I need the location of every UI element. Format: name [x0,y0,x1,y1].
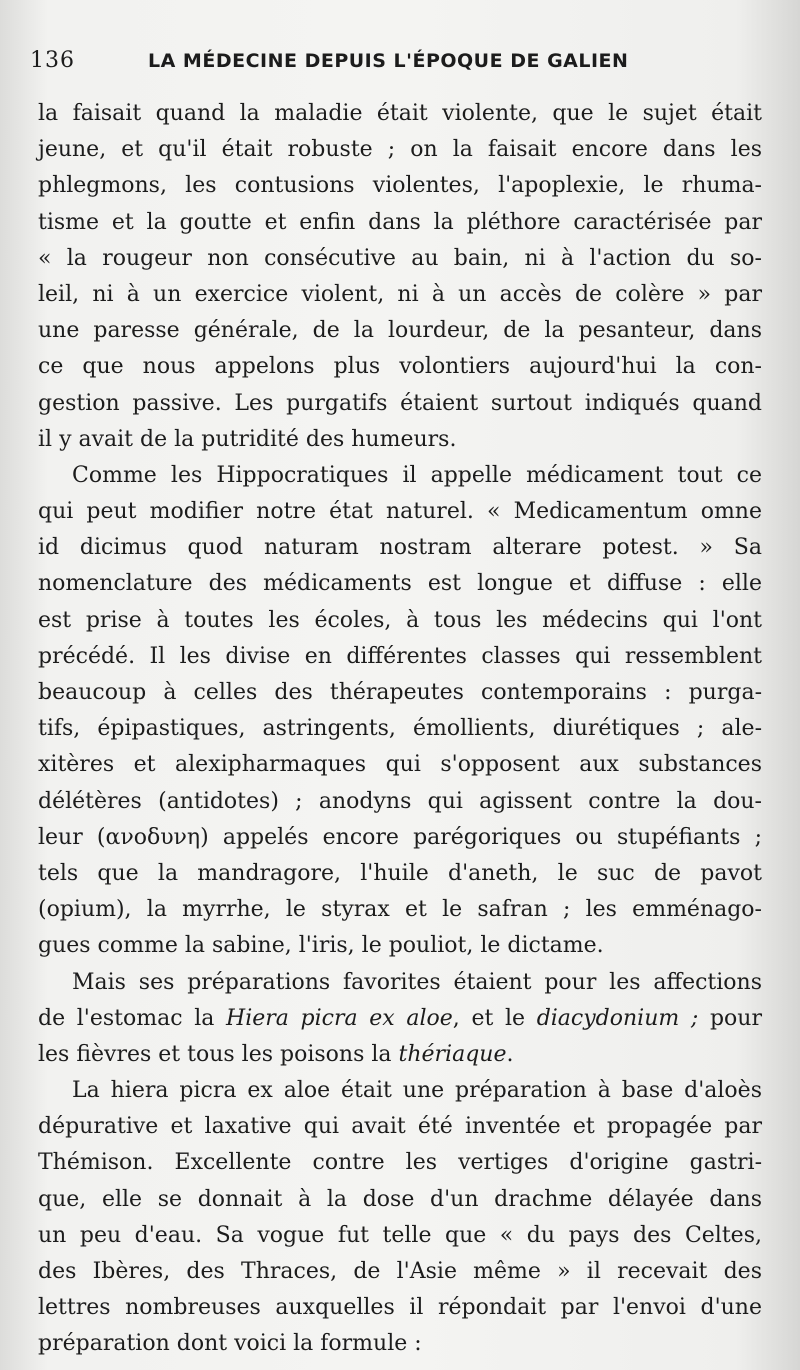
text-line: leur (ανοδυνη) appelés encore parégoriques ou stupéfiants ; [38,824,762,850]
page-number: 136 [30,48,75,73]
text-line: beaucoup à celles des thérapeutes contemporains : purga- [38,680,762,705]
text-line: lettres nombreuses auxquelles il répondait par l'envoi d'une [38,1295,762,1321]
text-line: est prise à toutes les écoles, à tous les médecins qui l'ont [38,607,762,633]
text-line: des Ibères, des Thraces, de l'Asie même » il recevait des [38,1259,762,1284]
text-line: La hiera picra ex aloe était une préparation à base d'aloès [72,1078,762,1104]
text-line: un peu d'eau. Sa vogue fut telle que « du pays des Celtes, [38,1222,762,1248]
text-line: phlegmons, les contusions violentes, l'apoplexie, le rhuma- [38,173,762,199]
text-line: Comme les Hippocratiques il appelle médicament tout ce [72,462,762,488]
line-text: , et le [452,1005,537,1031]
text-line [38,1001,762,1037]
text-line: tifs, épipastiques, astringents, émollients, diurétiques ; ale- [38,716,762,742]
text-line: gues comme la sabine, l'iris, le pouliot, le dictame. [38,933,604,959]
text-line: nomenclature des médicaments est longue et diffuse : elle [38,571,762,597]
text-line: dépurative et laxative qui avait été inventée et propagée par [38,1114,762,1140]
text-line: Thémison. Excellente contre les vertiges d'origine gastri- [38,1150,762,1176]
line-text: les fièvres et tous les poisons la [38,1041,399,1067]
running-title: LA MÉDECINE DEPUIS L'ÉPOQUE DE GALIEN [148,50,629,72]
text-line: leil, ni à un exercice violent, ni à un accès de colère » par [38,281,762,307]
text-line: il y avait de la putridité des humeurs. [38,426,457,452]
text-line: délétères (antidotes) ; anodyns qui agissent contre la dou- [38,788,762,814]
text-line: la faisait quand la maladie était violente, que le sujet était [38,101,762,126]
text-line: tels que la mandragore, l'huile d'aneth, le suc de pavot [38,860,762,886]
text-line: préparation dont voici la formule : [38,1331,422,1357]
italic-term: Hiera picra ex aloe [226,1005,453,1031]
text-line: id dicimus quod naturam nostram alterare potest. » Sa [38,535,762,561]
text-line: Mais ses préparations favorites étaient pour les affections [72,969,762,995]
text-line: tisme et la goutte et enfin dans la pléthore caractérisée par [38,209,762,235]
text-line: ce que nous appelons plus volontiers aujourd'hui la con- [38,354,762,380]
text-line: « la rougeur non consécutive au bain, ni à l'action du so- [38,245,762,271]
text-line: (opium), la myrrhe, le styrax et le safran ; les emménago- [38,897,762,923]
text-line [38,1037,762,1073]
text-line: qui peut modifier notre état naturel. « Medicamentum omne [38,499,762,525]
text-line: xitères et alexipharmaques qui s'opposent aux substances [38,752,762,778]
text-line: gestion passive. Les purgatifs étaient surtout indiqués quand [38,390,762,416]
line-text: . [506,1041,514,1067]
italic-term: thériaque [398,1041,507,1067]
text-line: une paresse générale, de la lourdeur, de la pesanteur, dans [38,318,762,344]
italic-term: diacydonium ; [536,1005,699,1031]
text-line: jeune, et qu'il était robuste ; on la faisait encore dans les [38,137,762,163]
body-text [38,96,762,1363]
running-header [30,44,752,80]
text-line: que, elle se donnait à la dose d'un drachme délayée dans [38,1186,762,1212]
text-line: précédé. Il les divise en différentes classes qui ressemblent [38,643,762,669]
line-text: de l'estomac la [38,1005,227,1031]
line-text: pour [698,1005,762,1031]
